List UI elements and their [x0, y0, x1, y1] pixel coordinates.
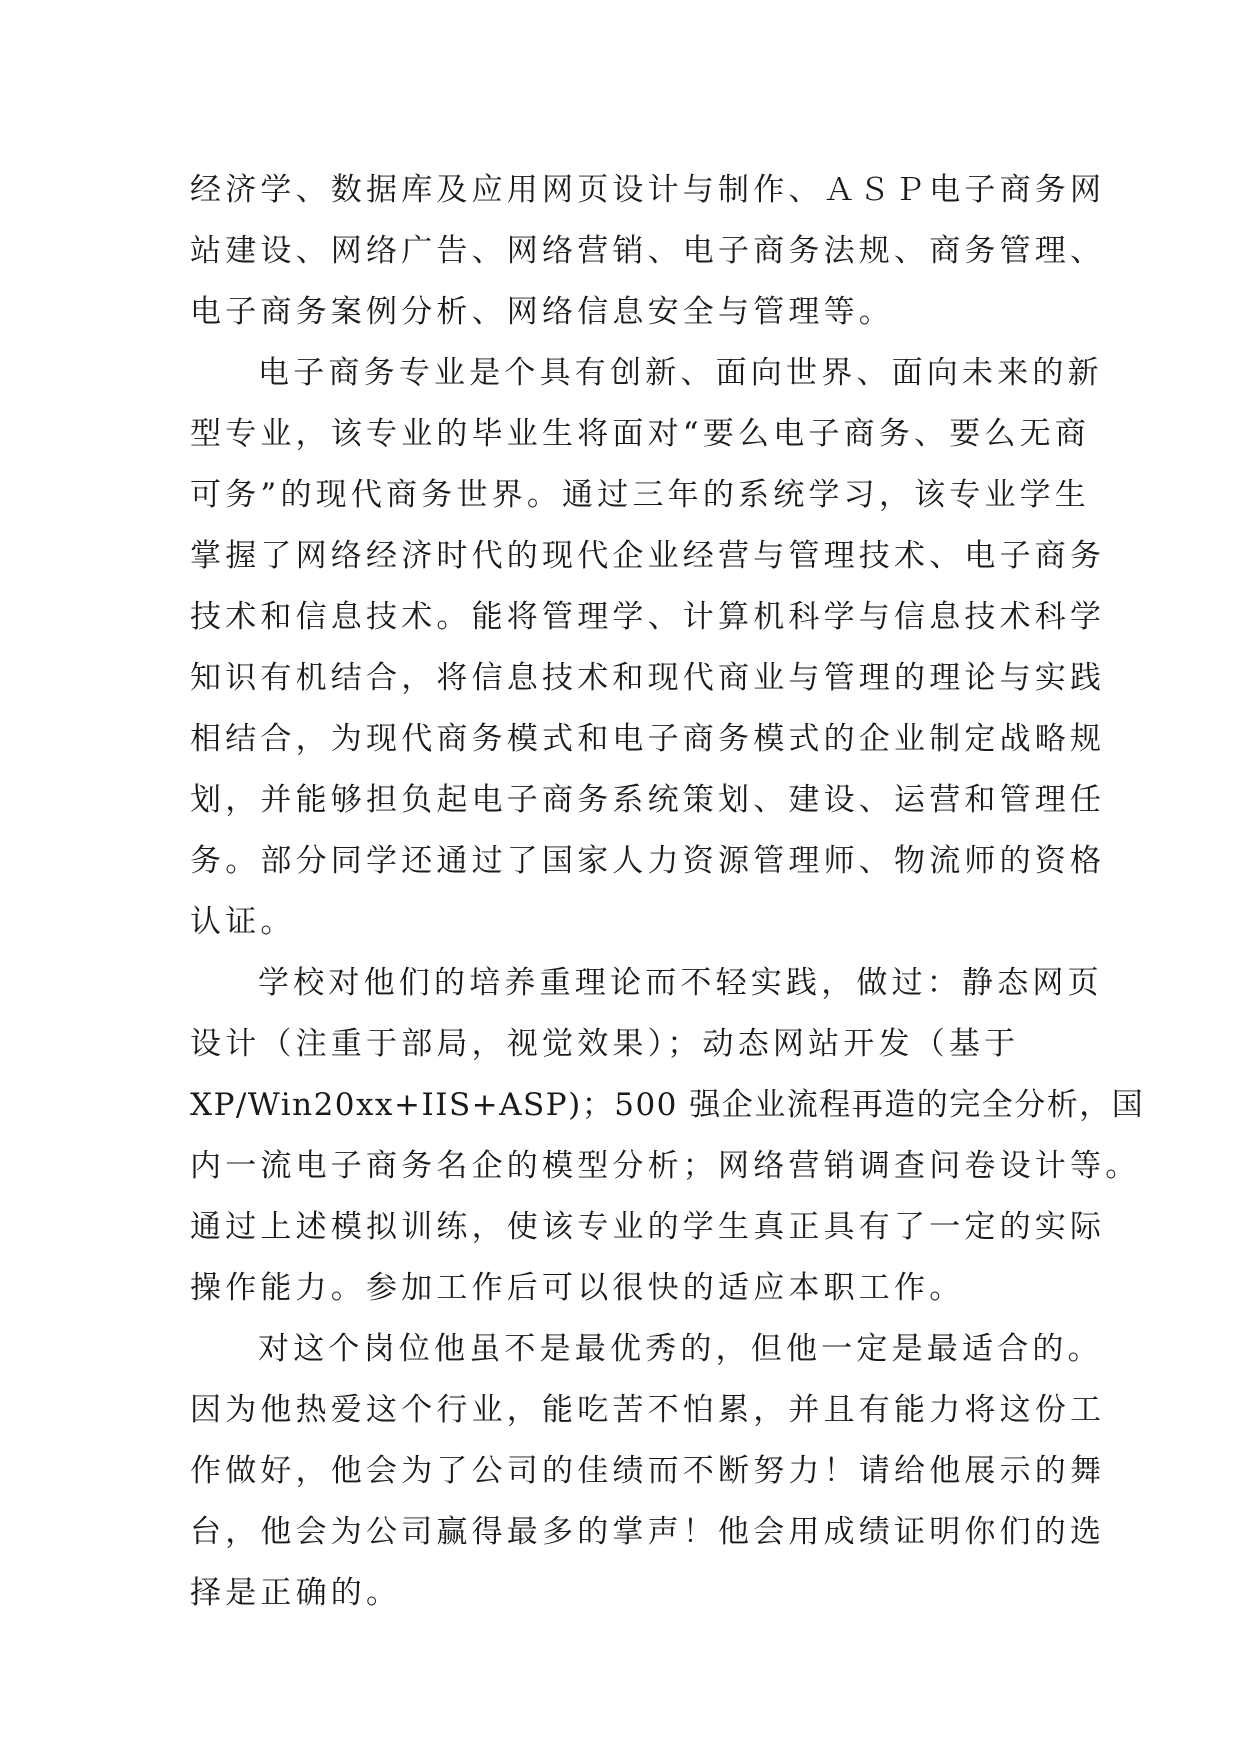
document-body	[190, 160, 1145, 1624]
text-line: XP/Win20xx+IIS+ASP)；500 强企业流程再造的完全分析，国	[190, 1087, 1145, 1123]
text-line: 学校对他们的培养重理论而不轻实践，做过：静态网页	[258, 965, 1103, 1001]
text-line: 知识有机结合，将信息技术和现代商业与管理的理论与实践	[190, 660, 1106, 696]
text-line: 内一流电子商务名企的模型分析；网络营销调查问卷设计等。	[190, 1148, 1141, 1184]
text-line: 电子商务专业是个具有创新、面向世界、面向未来的新	[258, 355, 1103, 391]
text-line: 经济学、数据库及应用网页设计与制作、ＡＳＰ电子商务网	[190, 172, 1106, 208]
text-line: 掌握了网络经济时代的现代企业经营与管理技术、电子商务	[190, 538, 1106, 574]
text-line: 设计（注重于部局，视觉效果）；动态网站开发（基于	[190, 1026, 1020, 1062]
paragraph-major-description	[190, 343, 1106, 953]
text-line: 可务”的现代商务世界。通过三年的系统学习，该专业学生	[190, 477, 1091, 513]
text-line: 务。部分同学还通过了国家人力资源管理师、物流师的资格	[190, 843, 1106, 879]
text-line: 技术和信息技术。能将管理学、计算机科学与信息技术科学	[190, 599, 1106, 635]
text-line: 对这个岗位他虽不是最优秀的，但他一定是最适合的。	[258, 1331, 1103, 1367]
text-line: 划，并能够担负起电子商务系统策划、建设、运营和管理任	[190, 782, 1106, 818]
text-line: 台，他会为公司赢得最多的掌声！他会用成绩证明你们的选	[190, 1514, 1106, 1550]
text-line: 型专业，该专业的毕业生将面对“要么电子商务、要么无商	[190, 416, 1091, 452]
text-line: 通过上述模拟训练，使该专业的学生真正具有了一定的实际	[190, 1209, 1106, 1245]
text-line: 电子商务案例分析、网络信息安全与管理等。	[190, 294, 894, 330]
text-line: 相结合，为现代商务模式和电子商务模式的企业制定战略规	[190, 721, 1106, 757]
text-line: 作做好，他会为了公司的佳绩而不断努力！请给他展示的舞	[190, 1453, 1106, 1489]
text-line: 因为他热爱这个行业，能吃苦不怕累，并且有能力将这份工	[190, 1392, 1106, 1428]
text-line: 站建设、网络广告、网络营销、电子商务法规、商务管理、	[190, 233, 1106, 269]
paragraph-course-list	[190, 160, 1106, 343]
text-line: 择是正确的。	[190, 1575, 402, 1611]
text-line: 认证。	[190, 904, 296, 940]
text-line: 操作能力。参加工作后可以很快的适应本职工作。	[190, 1270, 965, 1306]
paragraph-recommendation	[190, 1319, 1106, 1624]
paragraph-practical-training	[190, 953, 1145, 1319]
